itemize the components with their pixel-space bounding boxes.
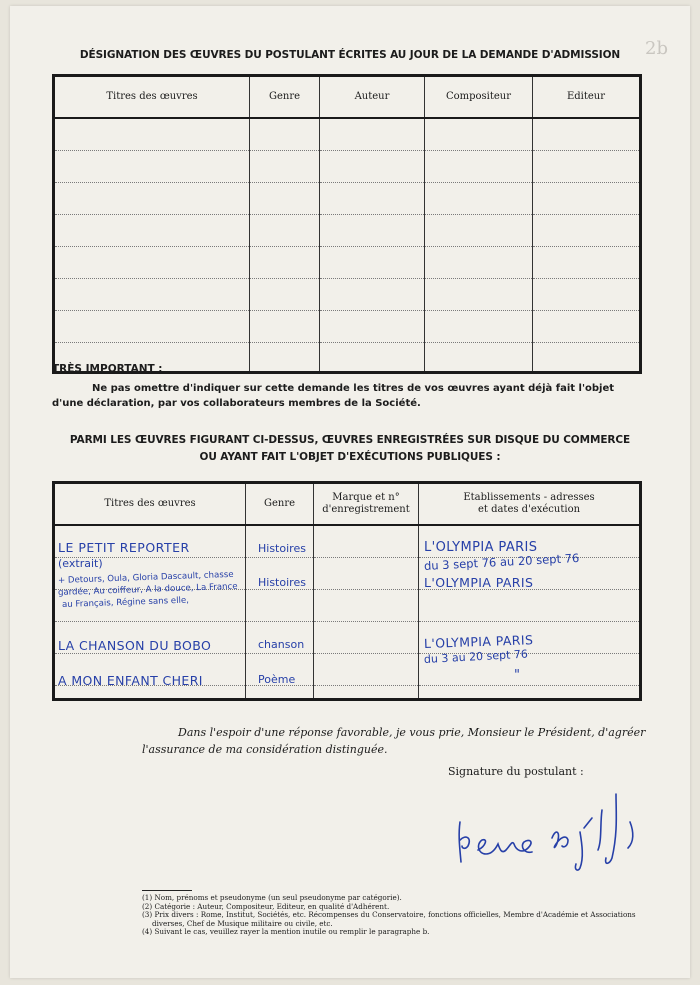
- table-cell[interactable]: [320, 150, 425, 182]
- table-cell[interactable]: [533, 182, 641, 214]
- table-cell[interactable]: [54, 182, 250, 214]
- col-header-publisher: Editeur: [533, 76, 641, 119]
- col-header-venues-line-2: et dates d'exécution: [477, 504, 581, 515]
- entry-3-dates: du 3 au 20 sept 76: [423, 647, 529, 666]
- page-number: 2b: [645, 38, 668, 59]
- entry-1-title: LE PETIT REPORTER: [58, 540, 190, 555]
- table-cell[interactable]: [533, 246, 641, 278]
- section-1-title: DÉSIGNATION DES ŒUVRES DU POSTULANT ÉCRITES AU JOUR DE LA DEMANDE D'ADMISSION: [79, 49, 621, 61]
- table-cell[interactable]: [419, 685, 641, 699]
- table-cell[interactable]: [320, 182, 425, 214]
- performed-table-header: [54, 483, 641, 526]
- footnote-rule: [142, 890, 192, 891]
- table-cell[interactable]: [54, 278, 250, 310]
- table-row[interactable]: [54, 182, 641, 214]
- col-header-author: Auteur: [320, 76, 425, 119]
- table-cell[interactable]: [425, 246, 533, 278]
- table-row[interactable]: [54, 150, 641, 182]
- table-cell[interactable]: [314, 589, 419, 621]
- closing-text: Dans l'espoir d'une réponse favorable, je vous prie, Monsieur le Président, d'agréer l'assurance de ma considération distinguée.: [142, 726, 646, 756]
- entry-3-genre: chanson: [258, 638, 305, 651]
- important-text: Ne pas omettre d'indiquer sur cette demande les titres de vos œuvres ayant déjà fait l'objet d'une déclaration, par vos collaborateurs membres de la Société.: [52, 383, 615, 409]
- table-cell[interactable]: [320, 246, 425, 278]
- entry-2-title-line-2: gardée, Au coiffeur, A la douce, La France: [57, 581, 238, 598]
- table-cell[interactable]: [533, 150, 641, 182]
- entry-4-venue-ditto: ": [514, 668, 520, 683]
- footnote-1: (1) Nom, prénoms et pseudonyme (un seul pseudonyme par catégorie).: [142, 893, 402, 902]
- handwritten-signature: [452, 788, 652, 874]
- footnotes: [142, 894, 647, 937]
- works-table: [52, 74, 642, 374]
- entry-1-dates: du 3 sept 76 au 20 sept 76: [423, 550, 580, 573]
- footnote-2: (2) Catégorie : Auteur, Compositeur, Editeur, en qualité d'Adhérent.: [142, 901, 390, 911]
- col-header-recording-line-1: Marque et n°: [332, 492, 400, 503]
- table-cell[interactable]: [314, 557, 419, 589]
- table-cell[interactable]: [425, 150, 533, 182]
- works-table-header: [54, 76, 641, 119]
- table-cell[interactable]: [250, 118, 320, 150]
- entry-2-venue: L'OLYMPIA PARIS: [424, 575, 534, 590]
- entry-2-title-line-1: + Detours, Oula, Gloria Dascault, chasse: [57, 569, 234, 586]
- table-cell[interactable]: [425, 278, 533, 310]
- table-cell[interactable]: [320, 214, 425, 246]
- table-cell[interactable]: [250, 310, 320, 342]
- signature-label: Signature du postulant :: [448, 765, 584, 778]
- table-cell[interactable]: [54, 246, 250, 278]
- table-cell[interactable]: [320, 278, 425, 310]
- table-cell[interactable]: [533, 118, 641, 150]
- table-cell[interactable]: [314, 525, 419, 557]
- table-cell[interactable]: [425, 118, 533, 150]
- entry-3-venue: L'OLYMPIA PARIS: [423, 632, 534, 651]
- table-cell[interactable]: [419, 589, 641, 621]
- table-cell[interactable]: [533, 214, 641, 246]
- table-cell[interactable]: [250, 246, 320, 278]
- col-header-recording-line-2: d'enregistrement: [322, 504, 410, 515]
- table-row[interactable]: [54, 118, 641, 150]
- entry-1-note: (extrait): [58, 557, 103, 570]
- table-cell[interactable]: [250, 182, 320, 214]
- col-header-venues: [419, 483, 641, 526]
- table-row[interactable]: [54, 278, 641, 310]
- section-2-title-line-1: PARMI LES ŒUVRES FIGURANT CI-DESSUS, ŒUVRES ENREGISTRÉES SUR DISQUE DU COMMERCE: [69, 434, 631, 446]
- important-label: TRÈS IMPORTANT :: [52, 363, 163, 375]
- entry-2-title-line-3: au Français, Régine sans elle,: [61, 595, 190, 610]
- col-header-composer: Compositeur: [425, 76, 533, 119]
- table-cell[interactable]: [533, 342, 641, 372]
- table-cell[interactable]: [314, 653, 419, 685]
- col-header-genre: Genre: [250, 76, 320, 119]
- table-cell[interactable]: [314, 621, 419, 653]
- table-row[interactable]: [54, 246, 641, 278]
- entry-1-venue: L'OLYMPIA PARIS: [424, 540, 538, 555]
- table-cell[interactable]: [425, 182, 533, 214]
- table-cell[interactable]: [250, 150, 320, 182]
- col-header-recording: [314, 483, 419, 526]
- table-cell[interactable]: [54, 118, 250, 150]
- col-header-genre: Genre: [246, 483, 314, 526]
- table-cell[interactable]: [533, 278, 641, 310]
- section-2-title-line-2: OU AYANT FAIT L'OBJET D'EXÉCUTIONS PUBLIQUES :: [199, 451, 501, 463]
- entry-4-title: A MON ENFANT CHERI: [58, 673, 203, 688]
- table-cell[interactable]: [54, 150, 250, 182]
- table-cell[interactable]: [425, 342, 533, 372]
- col-header-titles: Titres des œuvres: [54, 483, 246, 526]
- table-cell[interactable]: [250, 342, 320, 372]
- table-cell[interactable]: [250, 278, 320, 310]
- table-cell[interactable]: [320, 310, 425, 342]
- footnote-3: (3) Prix divers : Rome, Institut, Sociétés, etc. Récompenses du Conservatoire, fonctions officielles, Membre d'Académie et Associations diverses, Chef de Musique militaire ou civile, etc.: [142, 910, 636, 928]
- entry-3-title: LA CHANSON DU BOBO: [58, 638, 212, 653]
- table-cell[interactable]: [320, 118, 425, 150]
- table-cell[interactable]: [246, 589, 314, 621]
- table-cell[interactable]: [250, 214, 320, 246]
- entry-1-genre: Histoires: [258, 542, 306, 555]
- table-row[interactable]: [54, 310, 641, 342]
- table-cell[interactable]: [314, 685, 419, 699]
- table-cell[interactable]: [54, 310, 250, 342]
- table-cell[interactable]: [54, 214, 250, 246]
- col-header-venues-line-1: Etablissements - adresses: [463, 492, 595, 503]
- table-cell[interactable]: [425, 214, 533, 246]
- table-cell[interactable]: [320, 342, 425, 372]
- table-row[interactable]: [54, 214, 641, 246]
- entry-4-genre: Poème: [258, 673, 296, 686]
- col-header-titles: Titres des œuvres: [54, 76, 250, 119]
- table-cell[interactable]: [246, 685, 314, 699]
- entry-2-genre: Histoires: [258, 576, 306, 589]
- footnote-4: (4) Suivant le cas, veuillez rayer la mention inutile ou remplir le paragraphe b.: [142, 927, 430, 937]
- table-cell[interactable]: [533, 310, 641, 342]
- table-cell[interactable]: [425, 310, 533, 342]
